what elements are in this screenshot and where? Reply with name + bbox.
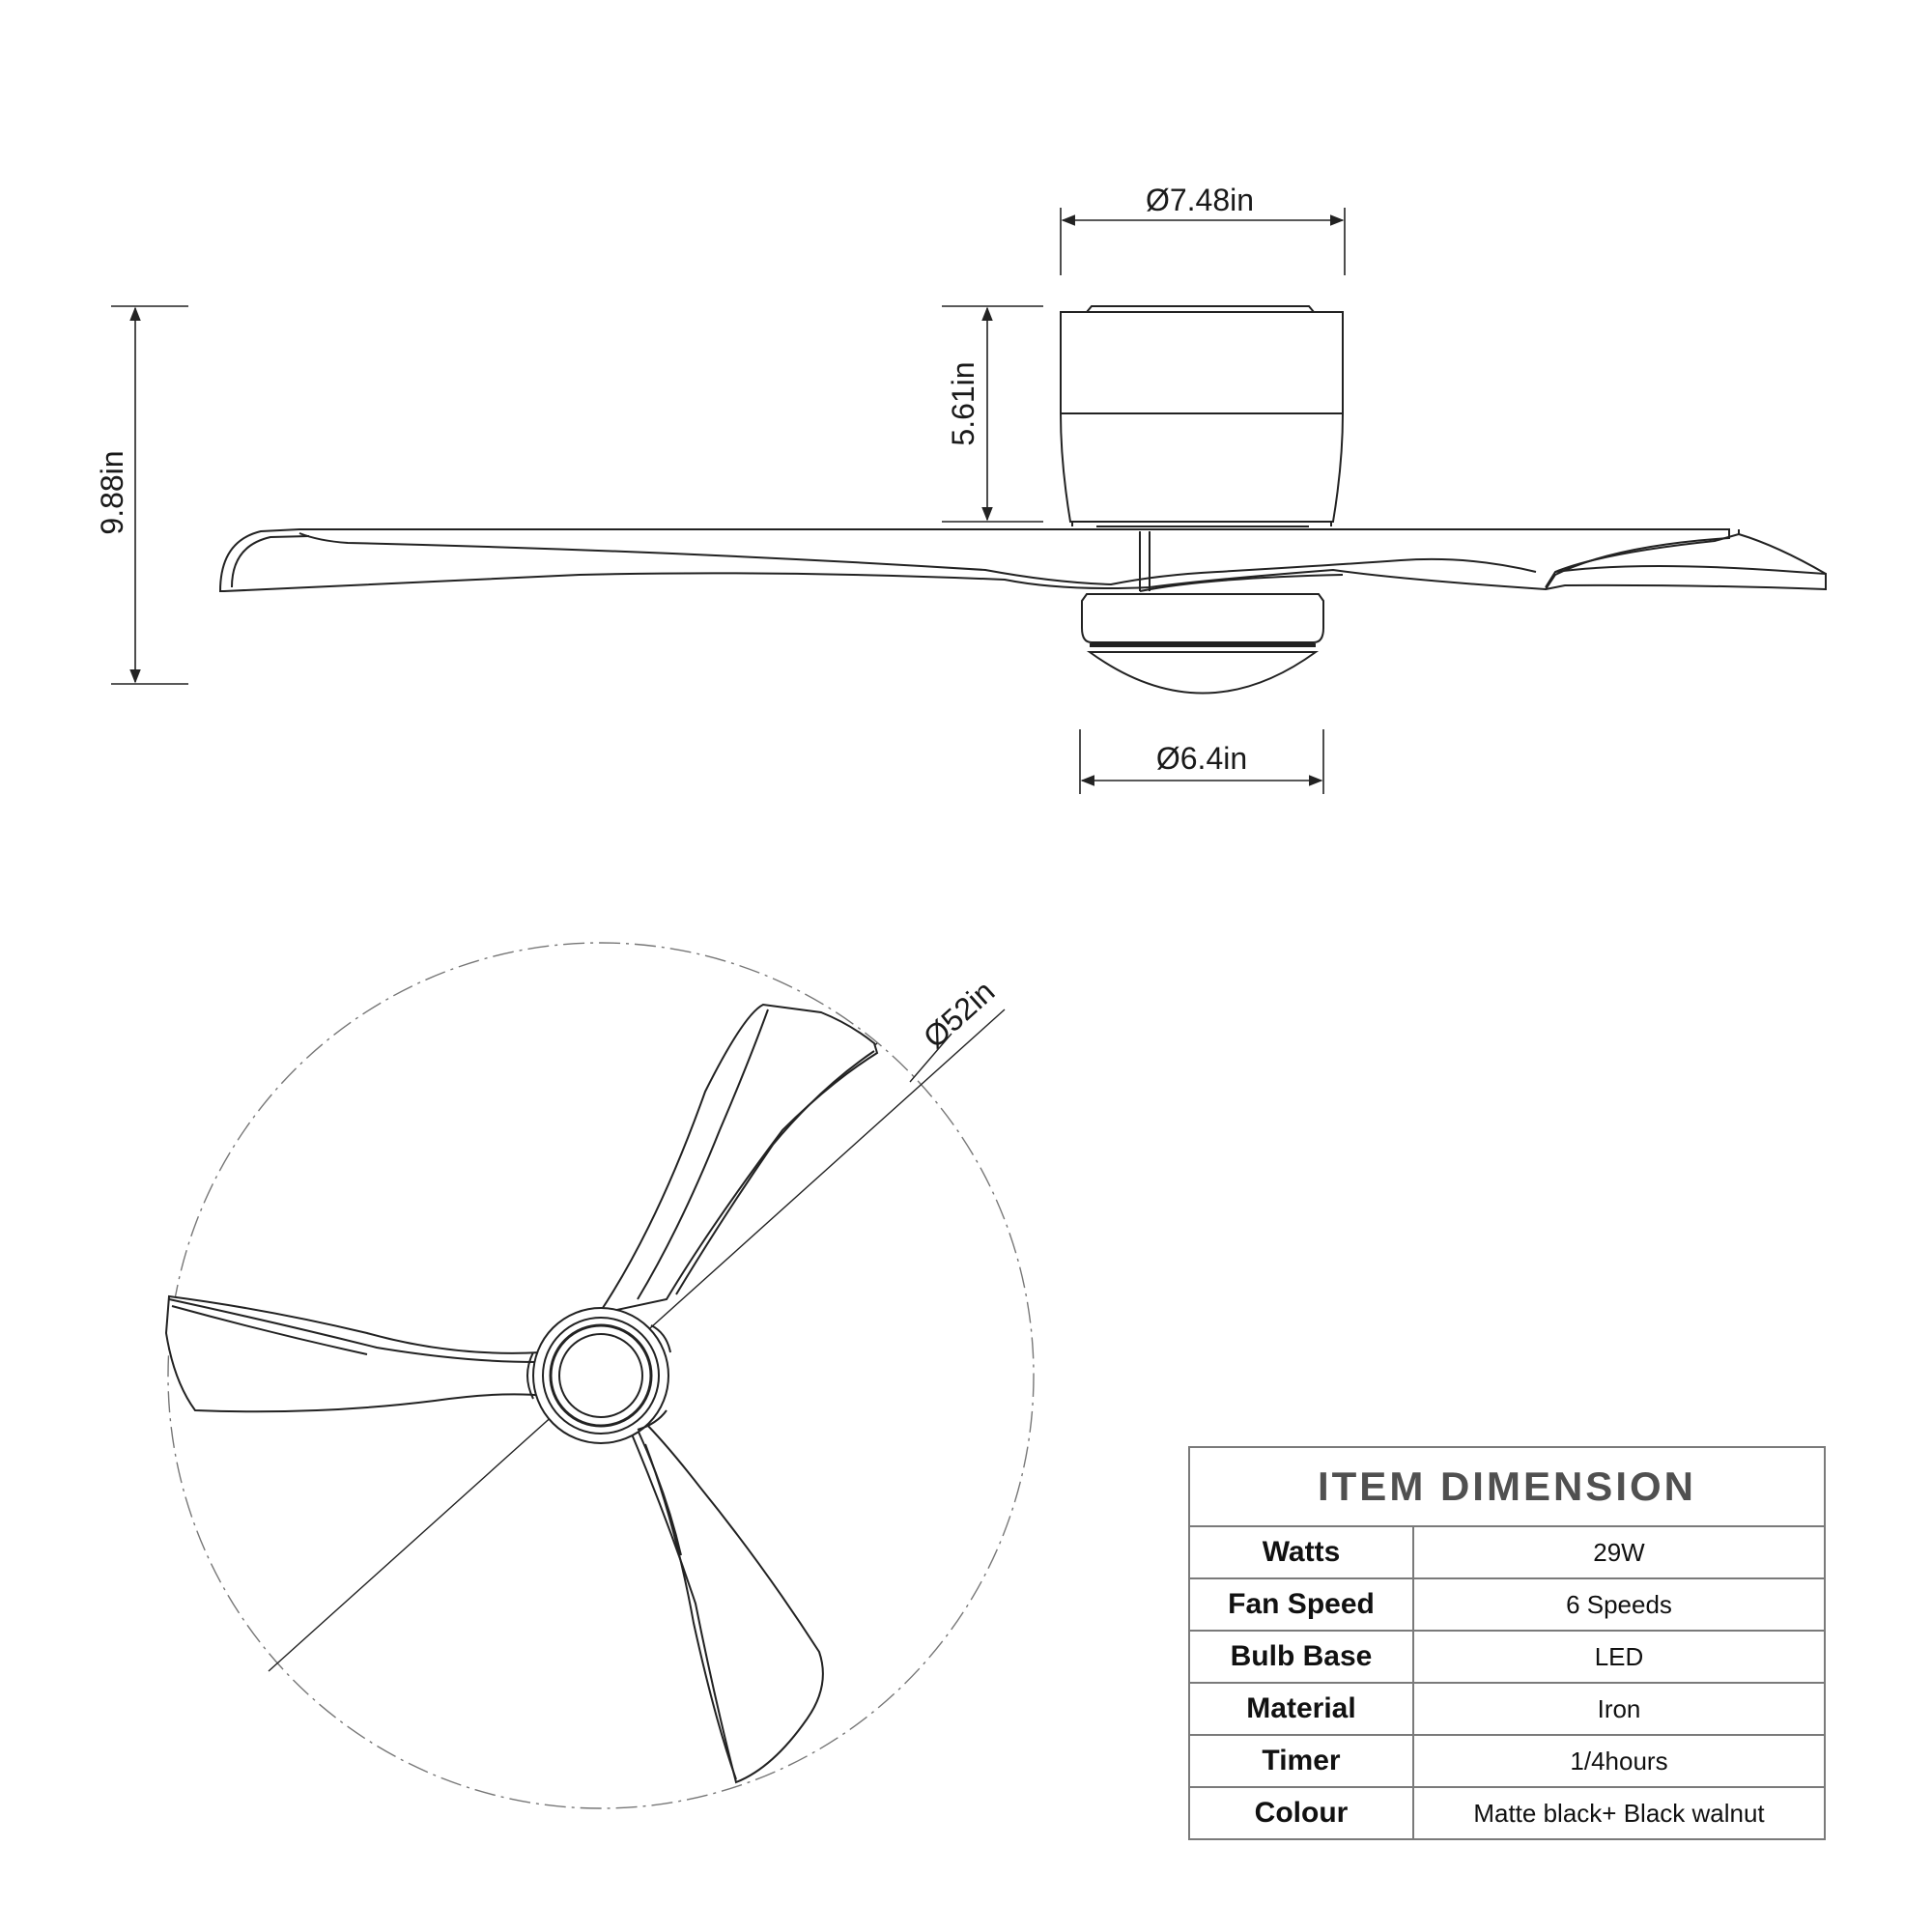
- hub: [527, 1308, 670, 1443]
- spec-table-header-row: [1189, 1447, 1825, 1526]
- spec-row-colour: [1189, 1787, 1825, 1839]
- spec-label: Colour: [1189, 1787, 1413, 1839]
- light-kit: [1082, 594, 1323, 694]
- top-view: [166, 943, 1034, 1808]
- blade-span-label: Ø52in: [916, 973, 1002, 1055]
- spec-value: 6 Speeds: [1413, 1578, 1825, 1631]
- spec-row-watts: [1189, 1526, 1825, 1578]
- spec-row-bulb-base: [1189, 1631, 1825, 1683]
- side-view: [220, 306, 1826, 694]
- spec-table: [1188, 1446, 1826, 1840]
- motor-housing: [1061, 306, 1343, 526]
- top-diameter-label: Ø7.48in: [1145, 183, 1255, 217]
- spec-label: Material: [1189, 1683, 1413, 1735]
- blade-top-right: [599, 1005, 877, 1314]
- blade-left: [166, 1296, 546, 1411]
- spec-value: 1/4hours: [1413, 1735, 1825, 1787]
- spec-row-timer: [1189, 1735, 1825, 1787]
- spec-label: Bulb Base: [1189, 1631, 1413, 1683]
- spec-value: 29W: [1413, 1526, 1825, 1578]
- spec-label: Watts: [1189, 1526, 1413, 1578]
- spec-value: Matte black+ Black walnut: [1413, 1787, 1825, 1839]
- spec-value: LED: [1413, 1631, 1825, 1683]
- light-diameter-label: Ø6.4in: [1155, 741, 1248, 776]
- blades-side: [220, 529, 1826, 591]
- spec-row-fan-speed: [1189, 1578, 1825, 1631]
- spec-label: Fan Speed: [1189, 1578, 1413, 1631]
- motor-height-label: 5.61in: [946, 361, 980, 446]
- spec-label: Timer: [1189, 1735, 1413, 1787]
- spec-value: Iron: [1413, 1683, 1825, 1735]
- spec-table-title: ITEM DIMENSION: [1189, 1447, 1825, 1526]
- spec-row-material: [1189, 1683, 1825, 1735]
- total-height-label: 9.88in: [95, 450, 129, 535]
